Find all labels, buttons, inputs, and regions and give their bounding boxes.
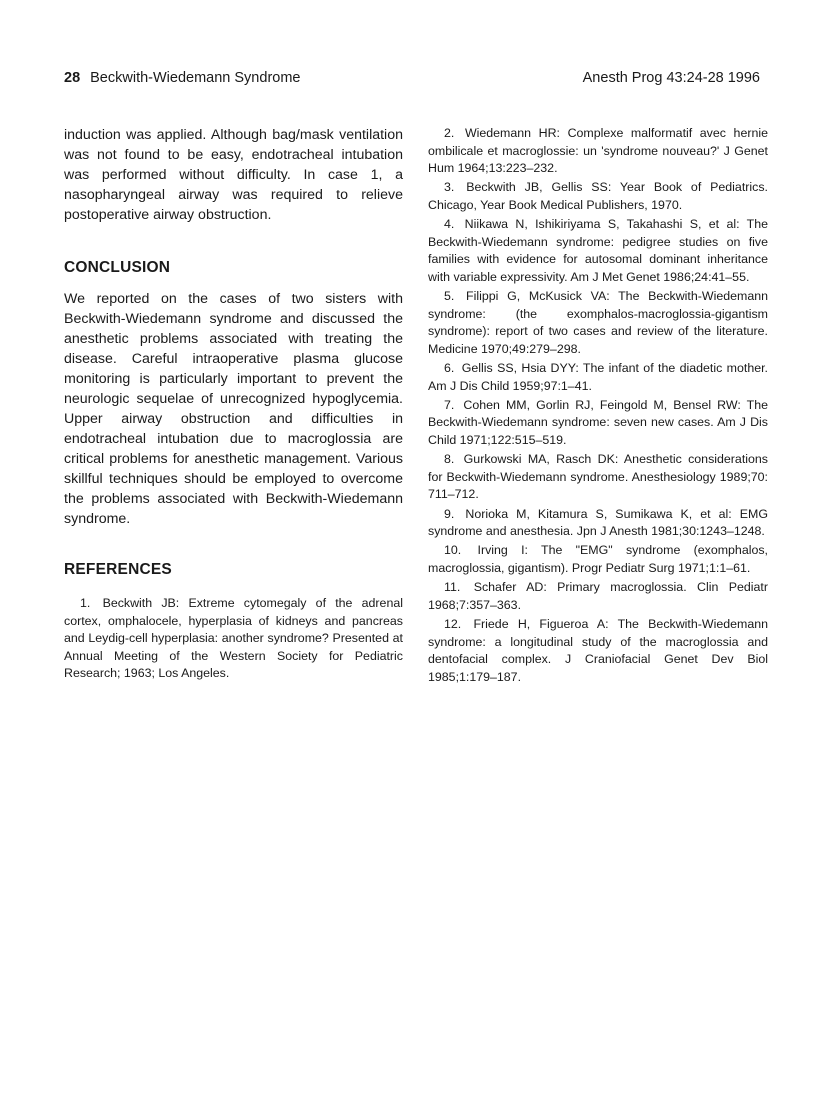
reference-number: 3. [444,180,455,195]
left-column [64,125,403,685]
reference-number: 1. [80,596,91,610]
reference-text: Irving I: The "EMG" syndrome (exomphalos, macroglossia, gigantism). Progr Pediatr Surg 1971;1:1–61. [428,543,768,575]
reference-item [428,616,768,686]
reference-text: Beckwith JB, Gellis SS: Year Book of Pediatrics. Chicago, Year Book Medical Publishers, 1970. [428,180,768,212]
reference-item [428,360,768,395]
reference-text: Niikawa N, Ishikiriyama S, Takahashi S, et al: The Beckwith-Wiedemann syndrome: pedigree studies on five families with evidence for autosomal dominant inheritance with variable expressivity. Am J Met Genet 1986;24:41–55. [428,217,768,284]
reference-item [428,179,768,214]
reference-item [428,506,768,541]
reference-text: Norioka M, Kitamura S, Sumikawa K, et al: EMG syndrome and anesthesia. Jpn J Anesth 1981;30:1243–1248. [428,506,768,539]
running-title: Beckwith-Wiedemann Syndrome [90,70,301,86]
reference-text: Gellis SS, Hsia DYY: The infant of the diadetic mother. Am J Dis Child 1959;97:1–41. [428,361,768,393]
reference-item [428,542,768,577]
reference-item [428,579,768,614]
reference-text: Gurkowski MA, Rasch DK: Anesthetic considerations for Beckwith-Wiedemann syndrome. Anesthesiology 1989;70: 711–712. [428,452,768,502]
reference-number: 6. [444,361,455,376]
references-heading: REFERENCES [64,561,172,578]
reference-item [64,595,403,683]
conclusion-heading: CONCLUSION [64,259,171,276]
reference-number: 9. [444,506,455,521]
reference-number: 8. [444,452,455,467]
reference-text: Wiedemann HR: Complexe malformatif avec hernie ombilicale et macroglossie: un 'syndrome nouveau?' J Genet Hum 1964;13:223–232. [428,126,768,176]
reference-number: 10. [444,543,462,558]
reference-list-right [428,125,768,686]
reference-item [428,125,768,178]
right-column [428,125,768,688]
reference-number: 11. [444,580,461,595]
reference-item [428,288,768,358]
reference-item [428,397,768,450]
reference-text: Schafer AD: Primary macroglossia. Clin Pediatr 1968;7:357–363. [428,580,768,612]
reference-number: 2. [444,126,455,140]
reference-list-left [64,595,403,683]
reference-number: 4. [444,217,455,232]
body-paragraph: induction was applied. Although bag/mask ventilation was not found to be easy, endotracheal intubation was performed without difficulty. In case 1, a nasopharyngeal airway was required to relieve postoperative airway obstruction. [64,127,403,223]
reference-text: Friede H, Figueroa A: The Beckwith-Wiedemann syndrome: a longitudinal study of the macroglossia and dentofacial complex. J Craniofacial Genet Dev Biol 1985;1:179–187. [428,616,768,684]
reference-item [428,216,768,286]
reference-number: 5. [444,289,455,304]
running-header [64,70,760,90]
reference-text: Beckwith JB: Extreme cytomegaly of the adrenal cortex, omphalocele, hyperplasia of kidneys and pancreas and Leydig-cell hyperplasia: another syndrome? Presented at Annual Meeting of the Western Society for Pediatric Research; 1963; Los Angeles. [64,596,403,681]
conclusion-text: We reported on the cases of two sisters with Beckwith-Wiedemann syndrome and discussed the anesthetic problems associated with treating the disease. Careful intraoperative plasma glucose monitoring is particularly important to prevent the neurologic sequelae of unrecognized hypoglycemia. Upper airway obstruction and difficulties in endotracheal intubation due to macroglossia are critical problems for anesthetic management. Various skillful techniques should be employed to overcome the problems associated with Beckwith-Wiedemann syndrome. [64,291,403,527]
reference-text: Cohen MM, Gorlin RJ, Feingold M, Bensel RW: The Beckwith-Wiedemann syndrome: seven new cases. Am J Dis Child 1971;122:515–519. [428,397,768,448]
journal-citation: Anesth Prog 43:24-28 1996 [582,70,760,86]
reference-item [428,451,768,504]
reference-number: 7. [444,397,455,412]
reference-text: Filippi G, McKusick VA: The Beckwith-Wiedemann syndrome: (the exomphalos-macroglossia-gigantism syndrome): report of two cases and review of the literature. Medicine 1970;49:279–298. [428,289,768,356]
reference-number: 12. [444,616,462,631]
page-number: 28 [64,70,81,86]
